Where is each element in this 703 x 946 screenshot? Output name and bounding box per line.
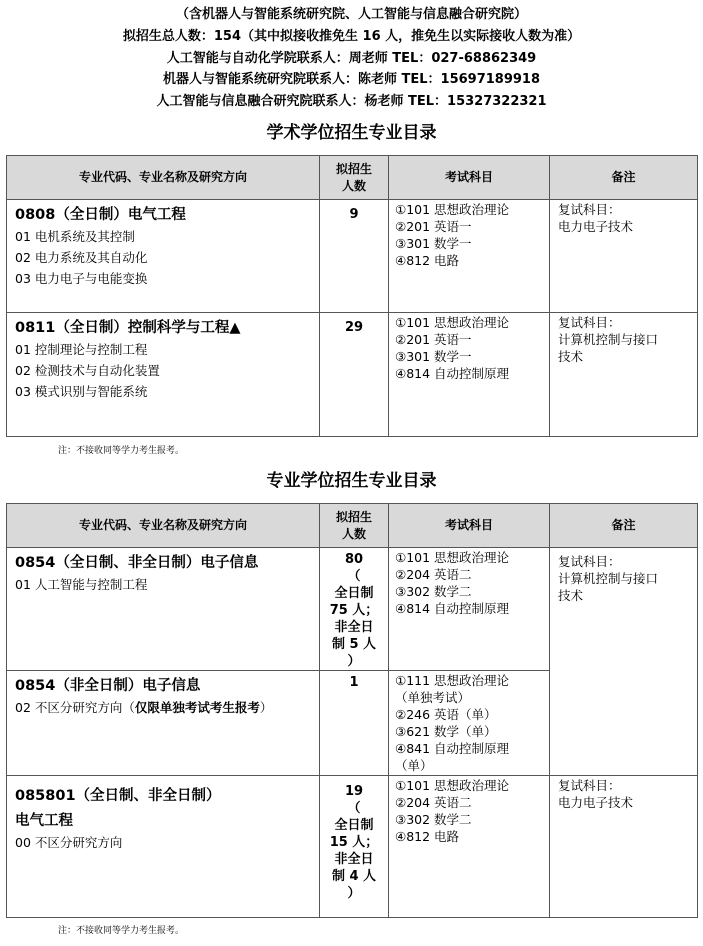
subjects-cell xyxy=(389,671,550,776)
quota-total: 80 xyxy=(344,552,364,567)
subject-item: ②204 英语二 xyxy=(395,567,472,582)
remark-line: 计算机控制与接口 xyxy=(558,571,659,586)
subject-item: ③302 数学二 xyxy=(395,584,472,599)
remark-line: 复试科目： xyxy=(558,315,621,330)
col-remarks-header: 备注 xyxy=(550,504,698,548)
quota-header-line2: 人数 xyxy=(341,178,366,193)
remark-line: 电力电子技术 xyxy=(558,795,634,810)
remarks-cell xyxy=(550,776,698,918)
quota-cell: 1 xyxy=(320,671,389,776)
quota-line: 制 5 人 xyxy=(331,637,377,652)
subject-item: ①101 思想政治理论 xyxy=(395,550,510,565)
table-row xyxy=(7,548,698,671)
academic-table xyxy=(6,155,698,437)
direction-item: 00 不区分研究方向 xyxy=(15,835,123,850)
subject-item: ③621 数学（单） xyxy=(395,724,497,739)
subject-item: ①111 思想政治理论 xyxy=(395,673,510,688)
quota-line: ） xyxy=(347,886,361,901)
direction-item: 01 控制理论与控制工程 xyxy=(15,342,148,357)
quota-line: 非全日 xyxy=(334,620,374,635)
quota-total: 19 xyxy=(344,784,364,799)
quota-line: 全日制 xyxy=(334,586,374,601)
quota-line: 15 人； xyxy=(329,835,379,850)
header-line-2: 拟招生总人数：154（其中拟接收推免生 16 人，推免生以实际接收人数为准） xyxy=(122,29,581,44)
subject-item: ④812 电路 xyxy=(395,253,460,268)
col-remarks-header: 备注 xyxy=(550,156,698,200)
quota-cell xyxy=(320,776,389,918)
professional-section-title: 专业学位招生专业目录 xyxy=(266,471,437,491)
program-name: 0854（全日制、非全日制）电子信息 xyxy=(15,555,259,571)
col-quota-header xyxy=(320,156,389,200)
table-row xyxy=(7,776,698,918)
quota-line: 非全日 xyxy=(334,852,374,867)
quota-cell: 29 xyxy=(320,313,389,437)
quota-line: 75 人； xyxy=(329,603,379,618)
direction-item: 02 电力系统及其自动化 xyxy=(15,250,148,265)
direction-item xyxy=(15,697,313,718)
subject-item: （单独考试） xyxy=(395,690,471,705)
subject-item: ②246 英语（单） xyxy=(395,707,497,722)
academic-note: 注：不接收同等学力考生报考。 xyxy=(58,446,185,456)
header-line-4: 机器人与智能系统研究院联系人：陈老师 TEL：15697189918 xyxy=(162,72,541,87)
quota-header-line1: 拟招生 xyxy=(335,161,372,176)
subject-item: ①101 思想政治理论 xyxy=(395,315,510,330)
subject-item: ①101 思想政治理论 xyxy=(395,202,510,217)
remark-line: 技术 xyxy=(558,349,584,364)
quota-line: （ xyxy=(347,569,361,584)
col-subjects-header: 考试科目 xyxy=(389,504,550,548)
direction-item: 01 电机系统及其控制 xyxy=(15,229,135,244)
direction-prefix: 02 不区分研究方向（ xyxy=(15,700,135,715)
direction-restriction: 仅限单独考试考生报考 xyxy=(134,700,260,715)
quota-line: 全日制 xyxy=(334,818,374,833)
col-quota-header xyxy=(320,504,389,548)
professional-table xyxy=(6,503,698,918)
remark-line: 技术 xyxy=(558,588,584,603)
header-line-1: （含机器人与智能系统研究院、人工智能与信息融合研究院） xyxy=(175,7,527,22)
table-header-row xyxy=(7,156,698,200)
quota-line: 制 4 人 xyxy=(331,869,377,884)
subjects-cell xyxy=(389,200,550,313)
col-subjects-header: 考试科目 xyxy=(389,156,550,200)
col-program-header: 专业代码、专业名称及研究方向 xyxy=(7,504,320,548)
subject-item: （单） xyxy=(395,758,433,773)
remarks-cell xyxy=(550,313,698,437)
program-name: 0808（全日制）电气工程 xyxy=(15,207,186,223)
remark-line: 复试科目： xyxy=(558,554,621,569)
subject-item: ④814 自动控制原理 xyxy=(395,366,510,381)
program-cell xyxy=(7,313,320,437)
subject-item: ③301 数学一 xyxy=(395,236,472,251)
table-header-row xyxy=(7,504,698,548)
quota-line: （ xyxy=(347,801,361,816)
header-line-5: 人工智能与信息融合研究院联系人：杨老师 TEL：15327322321 xyxy=(156,94,547,109)
program-cell xyxy=(7,200,320,313)
table-row xyxy=(7,313,698,437)
program-code: 085801（全日制、非全日制） xyxy=(15,788,221,804)
direction-item: 03 模式识别与智能系统 xyxy=(15,384,148,399)
program-name: 0854（非全日制）电子信息 xyxy=(15,678,201,694)
direction-item: 02 检测技术与自动化装置 xyxy=(15,363,160,378)
quota-header-line2: 人数 xyxy=(341,526,366,541)
direction-item: 03 电力电子与电能变换 xyxy=(15,271,148,286)
subjects-cell xyxy=(389,548,550,671)
professional-note: 注：不接收同等学力考生报考。 xyxy=(58,926,185,936)
academic-section-title: 学术学位招生专业目录 xyxy=(266,123,437,143)
program-cell xyxy=(7,671,320,776)
subject-item: ②204 英语二 xyxy=(395,795,472,810)
program-name: 电气工程 xyxy=(15,813,73,829)
program-name: 0811（全日制）控制科学与工程▲ xyxy=(15,320,241,336)
quota-header-line1: 拟招生 xyxy=(335,509,372,524)
col-program-header: 专业代码、专业名称及研究方向 xyxy=(7,156,320,200)
remark-line: 复试科目： xyxy=(558,778,621,793)
subject-item: ③301 数学一 xyxy=(395,349,472,364)
subject-item: ④814 自动控制原理 xyxy=(395,601,510,616)
quota-cell: 9 xyxy=(320,200,389,313)
quota-cell xyxy=(320,548,389,671)
remarks-cell xyxy=(550,548,698,776)
subjects-cell xyxy=(389,313,550,437)
subject-item: ④812 电路 xyxy=(395,829,460,844)
table-row xyxy=(7,200,698,313)
remarks-cell xyxy=(550,200,698,313)
program-cell xyxy=(7,548,320,671)
remark-line: 复试科目： xyxy=(558,202,621,217)
subject-item: ①101 思想政治理论 xyxy=(395,778,510,793)
subject-item: ②201 英语一 xyxy=(395,332,472,347)
header-line-3: 人工智能与自动化学院联系人：周老师 TEL：027-68862349 xyxy=(166,51,537,66)
subjects-cell xyxy=(389,776,550,918)
remark-line: 电力电子技术 xyxy=(558,219,634,234)
quota-line: ） xyxy=(347,654,361,669)
subject-item: ②201 英语一 xyxy=(395,219,472,234)
subject-item: ③302 数学二 xyxy=(395,812,472,827)
subject-item: ④841 自动控制原理 xyxy=(395,741,510,756)
direction-item: 01 人工智能与控制工程 xyxy=(15,577,148,592)
program-cell xyxy=(7,776,320,918)
remark-line: 计算机控制与接口 xyxy=(558,332,659,347)
direction-suffix: ） xyxy=(259,700,273,715)
